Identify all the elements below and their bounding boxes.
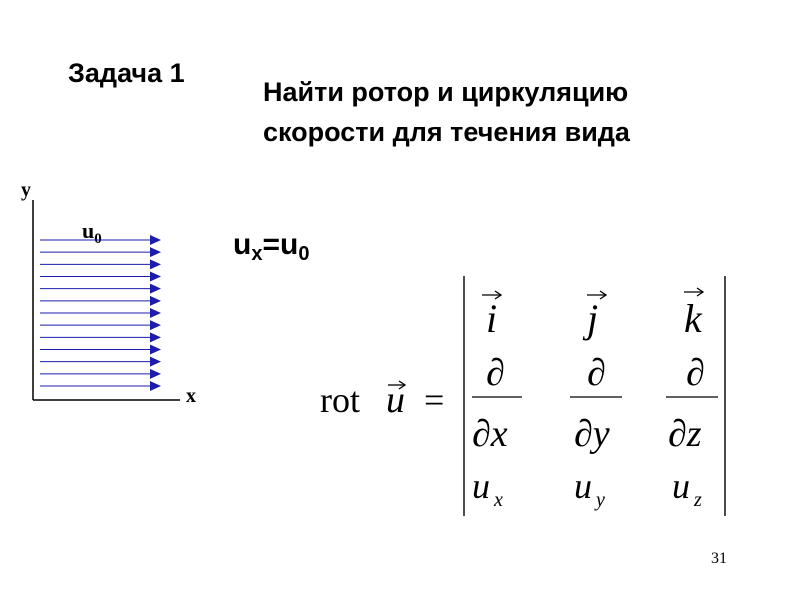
task-line-2: скорости для течения вида bbox=[263, 117, 630, 147]
component-uz bbox=[672, 466, 702, 511]
eq-lhs-sub: x bbox=[251, 243, 263, 265]
velocity-arrow bbox=[40, 247, 161, 257]
task-statement bbox=[263, 72, 630, 152]
partial-num-x: ∂ bbox=[486, 352, 505, 394]
partial-num-y: ∂ bbox=[587, 352, 606, 394]
velocity-arrow bbox=[40, 369, 161, 379]
velocity-arrow bbox=[40, 381, 161, 391]
velocity-arrow bbox=[40, 345, 161, 355]
unit-vector-j: j bbox=[587, 296, 599, 341]
velocity-arrow bbox=[40, 296, 161, 306]
velocity-arrow bbox=[40, 259, 161, 269]
page-number: 31 bbox=[711, 550, 727, 567]
u0-label-base: u bbox=[82, 218, 95, 243]
rot-label: rot bbox=[320, 380, 360, 420]
rot-vector-u: u bbox=[386, 379, 405, 421]
x-axis-label: x bbox=[186, 385, 196, 407]
velocity-arrow bbox=[40, 357, 161, 367]
eq-sign: = bbox=[262, 228, 280, 261]
component-ux-sub: x bbox=[494, 489, 503, 511]
velocity-arrows bbox=[40, 235, 161, 391]
unit-vector-k: k bbox=[684, 296, 702, 341]
component-uz-base: u bbox=[672, 466, 690, 506]
unit-vector-i: i bbox=[486, 296, 498, 341]
partial-den-z: ∂z bbox=[668, 413, 702, 455]
task-line-1: Найти ротор и циркуляцию bbox=[263, 77, 629, 107]
rot-formula bbox=[300, 270, 740, 520]
y-axis-label: y bbox=[21, 179, 31, 201]
slide-title: Задача 1 bbox=[68, 58, 185, 88]
u0-label bbox=[82, 218, 102, 247]
formula-equals: = bbox=[424, 380, 445, 420]
eq-rhs-sub: 0 bbox=[298, 243, 310, 265]
u0-label-sub: 0 bbox=[94, 231, 102, 247]
velocity-arrow bbox=[40, 284, 161, 294]
unit-vector-k-arrow-icon bbox=[684, 288, 703, 296]
component-uy bbox=[574, 466, 605, 511]
component-uy-base: u bbox=[574, 466, 592, 506]
partial-num-z: ∂ bbox=[686, 352, 705, 394]
component-ux bbox=[472, 466, 503, 511]
partial-den-y: ∂y bbox=[574, 413, 610, 455]
velocity-equation bbox=[233, 228, 309, 266]
component-uz-sub: z bbox=[694, 489, 702, 511]
component-uy-sub: y bbox=[596, 489, 605, 511]
eq-lhs-base: u bbox=[233, 228, 252, 261]
velocity-arrow bbox=[40, 320, 161, 330]
component-ux-base: u bbox=[472, 466, 490, 506]
velocity-arrow bbox=[40, 272, 161, 282]
velocity-arrow bbox=[40, 332, 161, 342]
velocity-arrow bbox=[40, 308, 161, 318]
partial-den-x: ∂x bbox=[472, 413, 508, 455]
flow-diagram bbox=[0, 0, 263, 420]
eq-rhs-base: u bbox=[279, 228, 299, 261]
